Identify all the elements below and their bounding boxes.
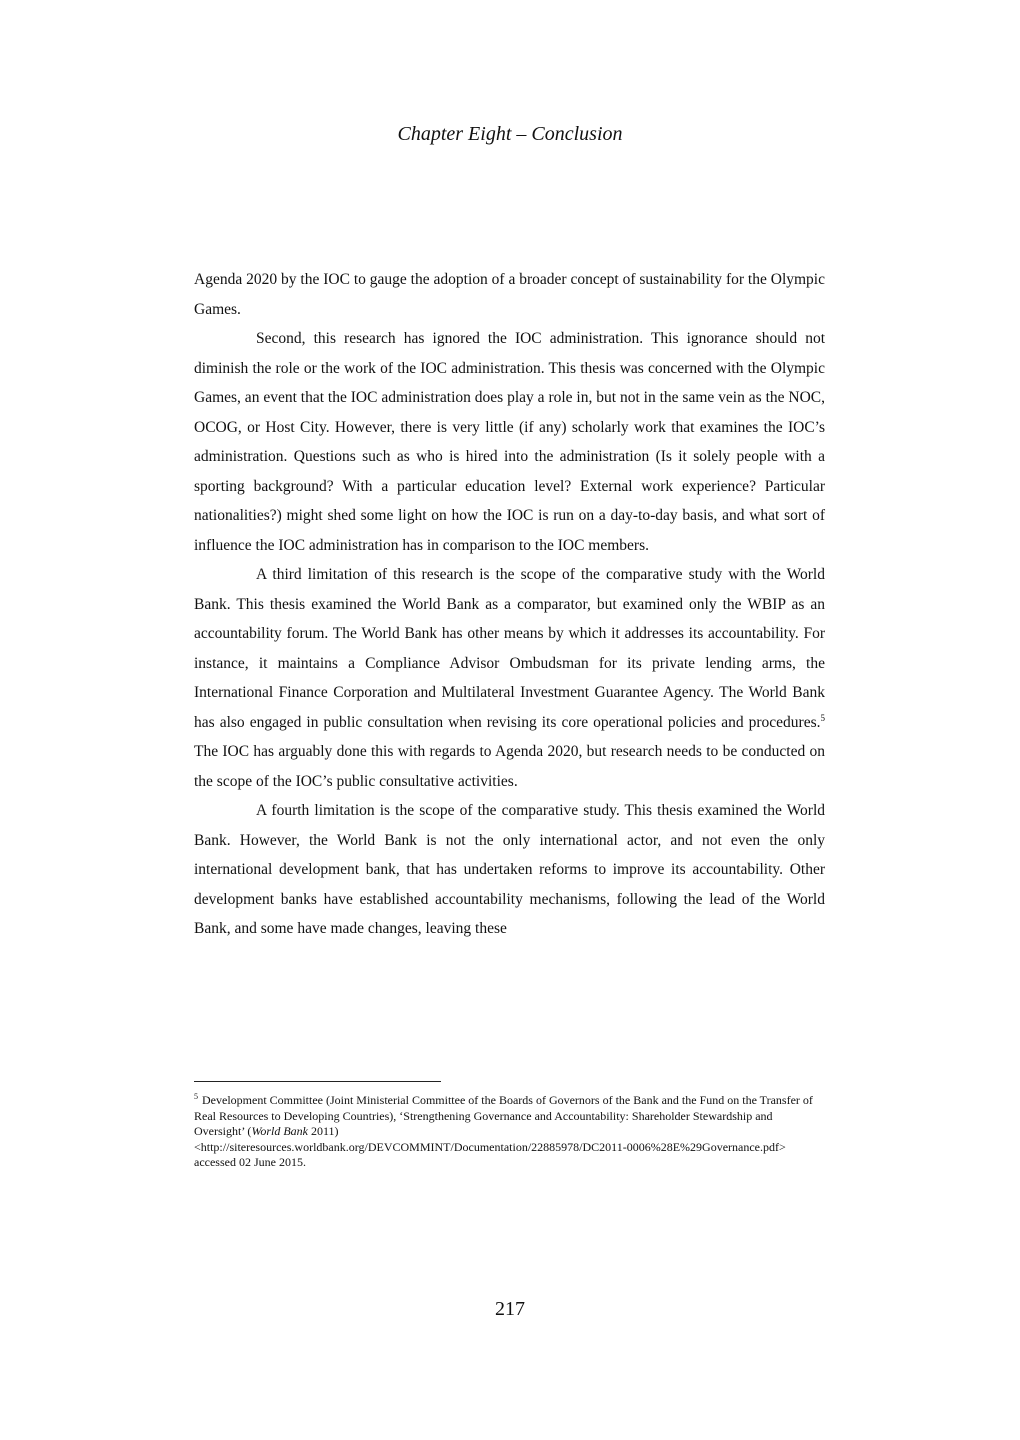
running-header: Chapter Eight – Conclusion [397, 123, 623, 145]
footnote-separator [194, 1081, 441, 1082]
page-number: 217 [495, 1298, 525, 1320]
paragraph-comparative-study: A fourth limitation is the scope of the comparative study. This thesis examined the World Bank. However, the World Bank is not the only international actor, and not even the only international development bank, that has undertaken reforms to improve its accountability. Other development banks have established accountability mechanisms, following the lead of the World Bank, and some have made changes, leaving these [194, 802, 825, 937]
body-text [194, 265, 825, 944]
footnote-number: 5 [194, 1092, 198, 1101]
footnote-item [194, 1093, 825, 1171]
paragraph-text: A third limitation of this research is the scope of the comparative study with the World Bank. This thesis examined the World Bank as a comparator, but examined only the WBIP as an accountability forum. The World Bank has other means by which it addresses its accountability. For instance, it maintains a Compliance Advisor Ombudsman for its private lending arms, the International Finance Corporation and Multilateral Investment Guarantee Agency. The World Bank has also engaged in public consultation when revising its core operational policies and procedures. [194, 566, 825, 731]
footnote-italic-title: World Bank [251, 1124, 308, 1138]
footnote-reference[interactable]: 5 [820, 712, 825, 723]
paragraph-ioc-administration: Second, this research has ignored the IOC administration. This ignorance should not diminish the role or the work of the IOC administration. This thesis was concerned with the Olympic Games, an event that the IOC administration does play a role in, but not in the same vein as the NOC, OCOG, or Host City. However, there is very little (if any) scholarly work that examines the IOC’s administration. Questions such as who is hired into the administration (Is it solely people with a sporting background? With a particular education level? External work experience? Particular nationalities?) might shed some light on how the IOC is run on a day-to-day basis, and what sort of influence the IOC administration has in comparison to the IOC members. [194, 330, 825, 554]
footnote-accessed: accessed 02 June 2015. [194, 1155, 306, 1169]
footnote-text: Development Committee (Joint Ministerial Committee of the Boards of Governors of the Bank and the Fund on the Transfer of Real Resources to Developing Countries), ‘Strengthening Governance and Accountability: Shareholder Stewardship and Oversight’ ( [194, 1093, 813, 1138]
footnotes [194, 1093, 825, 1171]
footnote-text: 2011) [308, 1124, 339, 1138]
paragraph-world-bank-scope [194, 560, 825, 796]
paragraph-continuation: Agenda 2020 by the IOC to gauge the adoption of a broader concept of sustainability for the Olympic Games. [194, 271, 825, 318]
footnote-url[interactable]: <http://siteresources.worldbank.org/DEVCOMMINT/Documentation/22885978/DC2011-0006%28E%29Governance.pdf> [194, 1139, 786, 1154]
paragraph-text: The IOC has arguably done this with regards to Agenda 2020, but research needs to be conducted on the scope of the IOC’s public consultative activities. [194, 743, 825, 790]
